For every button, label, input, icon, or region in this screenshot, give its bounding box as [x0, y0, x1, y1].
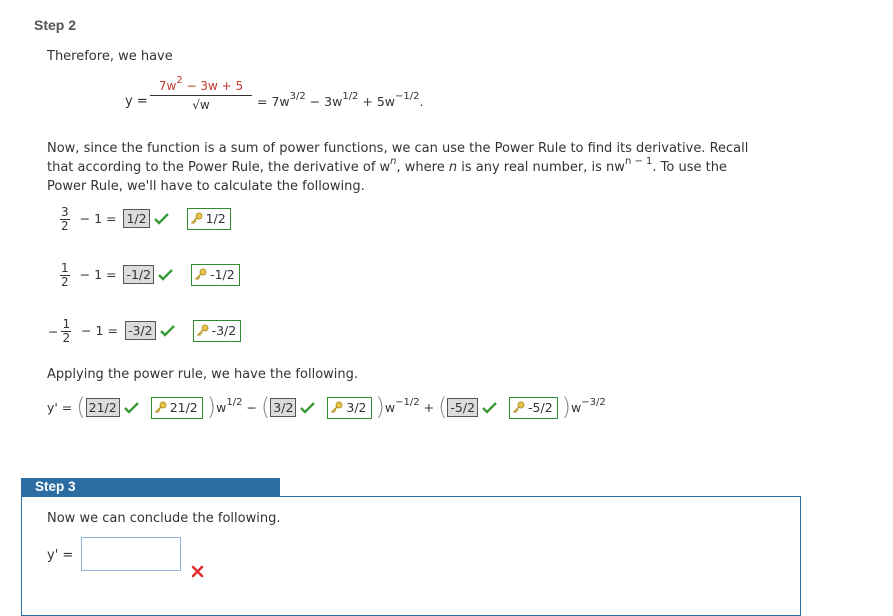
- calc-num: 3: [61, 205, 69, 219]
- check-icon: [160, 324, 175, 337]
- rhs-exp3: −1/2: [395, 91, 420, 102]
- numerator-exp: 2: [176, 75, 183, 86]
- step2-label: Step 2: [34, 17, 77, 33]
- answer-key-box: [193, 320, 242, 342]
- term3-exp: −3/2: [581, 397, 606, 408]
- answer-key-box: [187, 208, 231, 230]
- paragraph-line-2: [47, 158, 727, 177]
- key-value: 21/2: [169, 400, 198, 415]
- rhs-term2: − 3w: [305, 94, 343, 109]
- key-icon: [196, 324, 209, 337]
- calc-row-2: [60, 262, 240, 289]
- answer-key-box: [151, 397, 203, 419]
- calc-answer[interactable]: -1/2: [123, 265, 154, 284]
- term3-w: w: [571, 400, 582, 415]
- open-paren: (: [438, 393, 448, 421]
- calc-row-3: [48, 318, 241, 345]
- paragraph-line-1: Now, since the function is a sum of power functions, we can use the Power Rule to find its derivative. Recall: [47, 141, 749, 156]
- term1-answer[interactable]: 21/2: [86, 398, 120, 417]
- equation-numerator: [150, 75, 252, 96]
- calc-op: − 1 =: [79, 267, 117, 282]
- calc-fraction: [61, 318, 71, 345]
- rhs-period: .: [419, 94, 424, 109]
- term3-answer[interactable]: -5/2: [447, 398, 478, 417]
- key-value: -3/2: [211, 323, 237, 338]
- key-icon: [330, 401, 343, 414]
- derivative-lhs: y' =: [47, 400, 73, 415]
- calc-fraction: [60, 262, 70, 289]
- para-text-a: that according to the Power Rule, the derivative of w: [47, 160, 391, 175]
- close-paren: ): [561, 393, 572, 421]
- calc-den: 2: [62, 331, 71, 345]
- calc-fraction: [60, 206, 70, 233]
- para-n: n: [448, 160, 458, 175]
- plus-sign: +: [423, 400, 435, 415]
- step2-intro: Therefore, we have: [47, 49, 173, 64]
- answer-key-box: [191, 264, 240, 286]
- key-value: -1/2: [210, 267, 235, 282]
- para-text-d: . To use the: [652, 160, 727, 175]
- answer-key-box: [327, 397, 371, 419]
- equation-fraction: [150, 75, 252, 113]
- answer-input[interactable]: [81, 537, 181, 571]
- check-icon: [300, 401, 315, 414]
- equation-denominator: √w: [192, 98, 210, 112]
- calc-sign: −: [48, 324, 59, 339]
- cross-icon: [191, 565, 204, 578]
- applying-text: Applying the power rule, we have the following.: [47, 367, 359, 382]
- paragraph-line-3: Power Rule, we'll have to calculate the following.: [47, 179, 365, 194]
- numerator-term-a: 7w: [158, 79, 177, 93]
- minus-sign: −: [246, 400, 257, 415]
- check-icon: [158, 268, 173, 281]
- calc-op: − 1 =: [81, 323, 118, 338]
- numerator-term-b: − 3w + 5: [182, 79, 244, 93]
- step3-header: Step 3: [21, 478, 280, 496]
- term2-answer[interactable]: 3/2: [270, 398, 296, 417]
- key-icon: [154, 401, 167, 414]
- key-value: -5/2: [528, 400, 553, 415]
- term2-w: w: [384, 400, 396, 415]
- para-text-c: is any real number, is nw: [457, 160, 625, 175]
- para-exp-n: n: [390, 156, 397, 167]
- key-value: 1/2: [205, 211, 226, 226]
- close-paren: ): [206, 393, 217, 421]
- para-exp: n − 1: [624, 156, 653, 167]
- rhs-exp2: 1/2: [342, 91, 359, 102]
- rhs-exp1: 3/2: [289, 91, 306, 102]
- calc-op: − 1 =: [79, 211, 117, 226]
- key-icon: [190, 212, 203, 225]
- open-paren: (: [76, 393, 86, 421]
- calc-den: 2: [61, 275, 69, 289]
- step3-lhs: y' =: [47, 548, 74, 563]
- equation-rhs: [257, 92, 424, 111]
- calc-row-1: [60, 206, 231, 233]
- step3-text: Now we can conclude the following.: [47, 511, 281, 526]
- rhs-term3: + 5w: [358, 94, 396, 109]
- key-icon: [194, 268, 207, 281]
- calc-den: 2: [61, 219, 69, 233]
- equation-lhs: y =: [125, 94, 148, 109]
- check-icon: [124, 401, 139, 414]
- para-text-b: , where: [396, 160, 449, 175]
- open-paren: (: [260, 393, 271, 421]
- calc-num: 1: [61, 261, 69, 275]
- calc-answer[interactable]: -3/2: [125, 321, 156, 340]
- key-icon: [512, 401, 525, 414]
- term2-exp: −1/2: [395, 397, 420, 408]
- answer-key-box: [509, 397, 558, 419]
- term1-w: w: [216, 400, 227, 415]
- close-paren: ): [375, 393, 385, 421]
- rhs-term1: = 7w: [257, 94, 290, 109]
- calc-answer[interactable]: 1/2: [123, 209, 149, 228]
- check-icon: [154, 212, 169, 225]
- term1-exp: 1/2: [226, 397, 243, 408]
- key-value: 3/2: [346, 400, 367, 415]
- derivative-row: [47, 393, 606, 421]
- check-icon: [482, 401, 497, 414]
- calc-num: 1: [62, 317, 71, 331]
